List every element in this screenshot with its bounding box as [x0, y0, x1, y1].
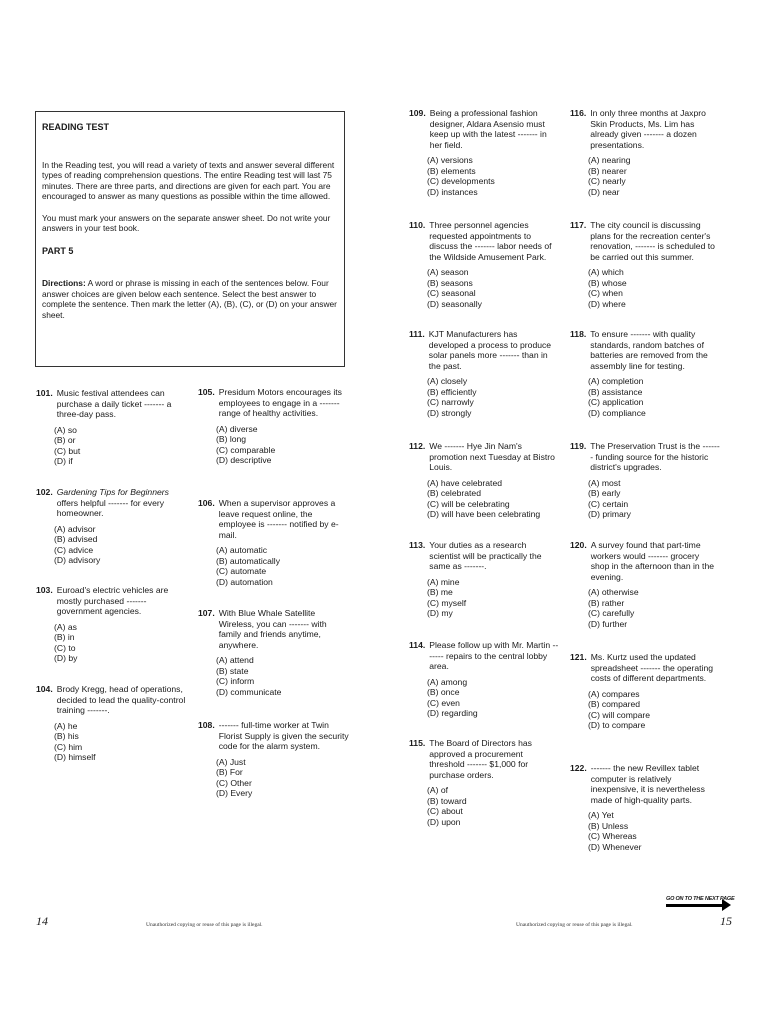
- answer-option: (D) communicate: [216, 686, 282, 697]
- question-text: [426, 108, 559, 150]
- question-text-segment: KJT Manufacturers has developed a process to produce solar panels more ------- than in the past.: [428, 329, 552, 371]
- answer-option: (C) application: [588, 397, 644, 408]
- question-103: [36, 585, 192, 664]
- question-number: 106.: [198, 498, 215, 508]
- question-text-segment: Your duties as a research scientist will be practically the same as -------.: [429, 540, 542, 571]
- answer-option: (B) whose: [588, 277, 627, 288]
- answer-option: (A) Yet: [588, 810, 614, 820]
- reading-test-intro-box: [35, 111, 345, 367]
- answer-option: (B) early: [588, 488, 621, 499]
- answer-option: (A) Just: [216, 756, 246, 767]
- question-number: 102.: [36, 487, 53, 497]
- answer-option: (B) nearer: [588, 165, 627, 176]
- question-number: 116.: [570, 108, 587, 118]
- answer-option: (B) me: [427, 587, 453, 598]
- question-text: [587, 652, 720, 684]
- question-text: [425, 640, 559, 672]
- answer-option: (C) carefully: [588, 608, 635, 619]
- answer-options: [409, 478, 559, 520]
- answer-options: [198, 424, 350, 466]
- question-number: 108.: [198, 720, 215, 730]
- answer-option: (B) toward: [427, 795, 467, 806]
- question-text: [215, 387, 350, 419]
- answer-option: (D) will have been celebrating: [427, 509, 541, 520]
- question-number: 114.: [409, 640, 426, 650]
- answer-option: (D) Whenever: [588, 841, 642, 852]
- question-text-segment: In only three months at Jaxpro Skin Products, Ms. Lim has already given ------- a dozen presentations.: [590, 108, 706, 150]
- answer-option: (A) mine: [427, 576, 460, 587]
- answer-option: (A) so: [54, 424, 77, 435]
- question-text: [425, 540, 559, 572]
- question-111: [409, 329, 559, 418]
- question-text-segment: ------- the new Revillex tablet computer is relatively inexpensive, it is nevertheless made of high-quality parts.: [590, 763, 705, 805]
- question-text: [53, 585, 192, 617]
- question-108: [198, 720, 350, 799]
- question-number: 111.: [409, 329, 425, 339]
- question-number: 104.: [36, 684, 53, 694]
- question-stem: [570, 540, 720, 582]
- answer-option: (D) to compare: [588, 720, 646, 731]
- question-115: [409, 738, 559, 827]
- question-stem: [409, 738, 559, 780]
- answer-option: (D) strongly: [427, 407, 472, 418]
- question-114: [409, 640, 559, 719]
- answer-options: [570, 155, 720, 197]
- question-stem: [198, 387, 350, 419]
- answer-option: (D) automation: [216, 576, 273, 587]
- question-101: [36, 388, 192, 467]
- question-122: [570, 763, 720, 852]
- question-text-segment: To ensure ------- with quality standards, random batches of batteries are removed from the assembly line for testing.: [590, 329, 708, 371]
- question-number: 112.: [409, 441, 426, 451]
- question-text: [53, 684, 192, 716]
- answer-options: [409, 267, 559, 309]
- question-text: [425, 220, 559, 262]
- answer-option: (C) about: [427, 806, 463, 817]
- answer-option: (A) of: [427, 785, 449, 795]
- question-stem: [570, 108, 720, 150]
- page-number-right: 15: [720, 914, 732, 928]
- question-number: 119.: [570, 441, 587, 451]
- answer-options: [570, 810, 720, 852]
- answer-option: (A) advisor: [54, 523, 96, 534]
- answer-option: (B) or: [54, 435, 76, 446]
- question-stem: [198, 720, 350, 752]
- question-105: [198, 387, 350, 466]
- question-stem: [409, 640, 559, 672]
- question-text-segment: The city council is discussing plans for the recreation center's renovation, ------- is scheduled to be carried out this summer.: [590, 220, 715, 262]
- part-heading: PART 5: [42, 245, 74, 256]
- answer-option: (A) completion: [588, 376, 644, 386]
- answer-option: (D) Every: [216, 788, 253, 799]
- answer-options: [36, 721, 192, 763]
- question-text-segment: Brody Kregg, head of operations, decided to lead the quality-control training -------.: [56, 684, 186, 715]
- page-number-left: 14: [36, 914, 48, 928]
- answer-option: (C) certain: [588, 498, 629, 509]
- answer-option: (B) in: [54, 632, 75, 643]
- answer-option: (B) elements: [427, 165, 476, 176]
- question-text: [586, 329, 720, 371]
- answer-option: (B) efficiently: [427, 386, 477, 397]
- question-number: 120.: [570, 540, 587, 550]
- question-text: [586, 220, 720, 262]
- question-110: [409, 220, 559, 309]
- question-text: [53, 487, 192, 519]
- question-stem: [570, 652, 720, 684]
- question-text-segment: Gardening Tips for Beginners: [56, 487, 169, 497]
- answer-option: (A) have celebrated: [427, 477, 502, 488]
- answer-option: (D) upon: [427, 816, 461, 827]
- question-stem: [570, 763, 720, 805]
- question-stem: [409, 220, 559, 262]
- question-text: [587, 763, 720, 805]
- answer-option: (C) when: [588, 288, 623, 299]
- answer-option: (A) attend: [216, 655, 254, 665]
- answer-option: (A) he: [54, 720, 78, 731]
- question-text: [586, 441, 720, 473]
- question-stem: [36, 487, 192, 519]
- answer-option: (C) Other: [216, 777, 252, 788]
- answer-option: (D) compliance: [588, 407, 646, 418]
- answer-option: (D) by: [54, 653, 78, 664]
- answer-option: (D) instances: [427, 186, 478, 197]
- question-text-segment: The Board of Directors has approved a procurement threshold ------- $1,000 for purchase orders.: [429, 738, 532, 780]
- answer-option: (A) season: [427, 267, 469, 277]
- answer-option: (D) where: [588, 298, 626, 309]
- answer-option: (C) but: [54, 445, 81, 456]
- answer-option: (B) state: [216, 665, 249, 676]
- question-number: 121.: [570, 652, 587, 662]
- question-text: [425, 329, 559, 371]
- answer-option: (B) rather: [588, 597, 625, 608]
- question-text-segment: The Preservation Trust is the ------- funding source for the historic district's upgrades.: [590, 441, 720, 472]
- question-text: [215, 498, 350, 540]
- answer-options: [409, 677, 559, 719]
- question-119: [570, 441, 720, 520]
- question-text: [215, 608, 350, 650]
- answer-options: [36, 622, 192, 664]
- answer-option: (C) will compare: [588, 709, 651, 720]
- answer-option: (B) long: [216, 434, 247, 445]
- answer-option: (D) advisory: [54, 555, 101, 566]
- question-stem: [198, 608, 350, 650]
- answer-option: (C) will be celebrating: [427, 498, 510, 509]
- section-title: READING TEST: [42, 122, 110, 132]
- answer-option: (B) Unless: [588, 820, 629, 831]
- answer-option: (A) otherwise: [588, 587, 639, 597]
- question-text-segment: Three personnel agencies requested appointments to discuss the ------- labor needs of the Wildside Amusement Park.: [429, 220, 552, 262]
- question-106: [198, 498, 350, 587]
- answer-option: (B) assistance: [588, 386, 643, 397]
- answer-option: (A) as: [54, 621, 77, 632]
- answer-option: (B) seasons: [427, 277, 473, 288]
- answer-option: (B) celebrated: [427, 488, 481, 499]
- answer-option: (A) automatic: [216, 545, 268, 555]
- answer-option: (A) versions: [427, 155, 473, 165]
- answer-option: (B) advised: [54, 534, 98, 545]
- answer-options: [36, 524, 192, 566]
- question-text-segment: When a supervisor approves a leave request online, the employee is ------- notified by e-mail.: [218, 498, 339, 540]
- answer-option: (D) himself: [54, 752, 96, 763]
- question-text-segment: Presidum Motors encourages its employees to engage in a ------- range of healthy activities.: [218, 387, 342, 418]
- question-text: [586, 108, 720, 150]
- question-102: [36, 487, 192, 566]
- question-117: [570, 220, 720, 309]
- directions: [42, 278, 338, 320]
- answer-option: (A) closely: [427, 376, 468, 386]
- answer-option: (D) if: [54, 456, 73, 467]
- question-120: [570, 540, 720, 629]
- question-stem: [570, 441, 720, 473]
- question-stem: [409, 329, 559, 371]
- answer-options: [198, 655, 350, 697]
- answer-sheet-instructions: You must mark your answers on the separate answer sheet. Do not write your answers in your test book.: [42, 212, 331, 233]
- answer-option: (A) compares: [588, 688, 640, 699]
- question-112: [409, 441, 559, 520]
- answer-option: (A) diverse: [216, 423, 258, 434]
- answer-options: [409, 577, 559, 619]
- question-number: 101.: [36, 388, 53, 398]
- answer-option: (A) nearing: [588, 155, 631, 165]
- question-109: [409, 108, 559, 197]
- answer-option: (C) automate: [216, 566, 267, 577]
- question-number: 103.: [36, 585, 53, 595]
- answer-option: (A) which: [588, 267, 624, 277]
- answer-option: (B) his: [54, 731, 79, 742]
- directions-label: Directions:: [42, 278, 86, 288]
- answer-option: (B) once: [427, 687, 460, 698]
- answer-options: [570, 587, 720, 629]
- question-number: 117.: [570, 220, 587, 230]
- question-stem: [36, 388, 192, 420]
- question-text-segment: Ms. Kurtz used the updated spreadsheet ------- the operating costs of different departments.: [590, 652, 714, 683]
- answer-option: (C) even: [427, 697, 460, 708]
- intro-paragraph: In the Reading test, you will read a variety of texts and answer several different types of reading comprehension questions. The entire Reading test will last 75 minutes. There are three parts, and directions are given for each part. You are encouraged to answer as many questions as possible within the time allowed.: [42, 159, 335, 201]
- answer-options: [198, 757, 350, 799]
- arrow-head-icon: [722, 899, 731, 911]
- answer-options: [36, 425, 192, 467]
- question-text-segment: ------- full-time worker at Twin Florist Supply is given the security code for the alarm system.: [218, 720, 349, 751]
- question-text-segment: offers helpful ------- for every homeowner.: [56, 497, 165, 518]
- question-number: 109.: [409, 108, 426, 118]
- answer-options: [409, 785, 559, 827]
- question-stem: [36, 585, 192, 617]
- answer-option: (C) developments: [427, 176, 495, 187]
- question-text-segment: Euroad's electric vehicles are mostly purchased ------- government agencies.: [56, 585, 169, 616]
- question-text: [425, 738, 559, 780]
- answer-options: [409, 155, 559, 197]
- right-arrow-icon: [666, 904, 724, 907]
- answer-option: (D) further: [588, 618, 628, 629]
- question-number: 107.: [198, 608, 215, 618]
- question-stem: [36, 684, 192, 716]
- question-text-segment: Please follow up with Mr. Martin ------- repairs to the central lobby area.: [429, 640, 559, 671]
- answer-option: (A) most: [588, 477, 621, 488]
- answer-option: (C) Whereas: [588, 831, 637, 842]
- answer-option: (C) nearly: [588, 176, 626, 187]
- question-text: [587, 540, 720, 582]
- question-text: [425, 441, 559, 473]
- question-text-segment: Being a professional fashion designer, Aldara Asensio must keep up with the latest ------- in her field.: [429, 108, 547, 150]
- answer-option: (C) narrowly: [427, 397, 474, 408]
- directions-text: A word or phrase is missing in each of the sentences below. Four answer choices are given below each sentence. Select the best answer to complete the sentence. Then mark the letter (A), (B), (C), or (D) on your answer sheet.: [42, 278, 337, 320]
- question-107: [198, 608, 350, 697]
- question-text-segment: A survey found that part-time workers would ------- grocery shop in the afternoon than in the evening.: [590, 540, 715, 582]
- answer-option: (A) among: [427, 676, 468, 687]
- question-121: [570, 652, 720, 731]
- question-stem: [198, 498, 350, 540]
- answer-option: (C) myself: [427, 597, 467, 608]
- answer-option: (C) seasonal: [427, 288, 476, 299]
- go-on-indicator: [666, 896, 735, 914]
- question-text-segment: Music festival attendees can purchase a daily ticket ------- a three-day pass.: [56, 388, 172, 419]
- question-116: [570, 108, 720, 197]
- question-number: 115.: [409, 738, 426, 748]
- answer-options: [570, 689, 720, 731]
- answer-option: (D) seasonally: [427, 298, 482, 309]
- answer-option: (C) him: [54, 741, 83, 752]
- question-text-segment: We ------- Hye Jin Nam's promotion next Tuesday at Bistro Louis.: [429, 441, 555, 472]
- answer-options: [570, 376, 720, 418]
- copyright-note-right: Unauthorized copying or reuse of this page is illegal.: [516, 922, 633, 928]
- answer-option: (B) compared: [588, 699, 641, 710]
- question-104: [36, 684, 192, 763]
- copyright-note-left: Unauthorized copying or reuse of this page is illegal.: [146, 922, 263, 928]
- answer-option: (D) descriptive: [216, 455, 272, 466]
- answer-options: [198, 545, 350, 587]
- answer-option: (D) my: [427, 608, 453, 619]
- question-text-segment: With Blue Whale Satellite Wireless, you can ------- with family and friends anytime, anywhere.: [218, 608, 327, 650]
- question-stem: [409, 108, 559, 150]
- answer-option: (D) regarding: [427, 708, 478, 719]
- answer-options: [570, 478, 720, 520]
- question-stem: [570, 329, 720, 371]
- go-on-label: GO ON TO THE NEXT PAGE: [666, 896, 735, 902]
- question-text: [53, 388, 192, 420]
- answer-option: (B) automatically: [216, 555, 280, 566]
- question-number: 105.: [198, 387, 215, 397]
- answer-option: (B) For: [216, 767, 243, 778]
- question-118: [570, 329, 720, 418]
- answer-options: [409, 376, 559, 418]
- answer-option: (C) comparable: [216, 444, 276, 455]
- question-text: [215, 720, 350, 752]
- answer-option: (C) to: [54, 642, 76, 653]
- answer-option: (D) primary: [588, 509, 631, 520]
- answer-options: [570, 267, 720, 309]
- question-number: 122.: [570, 763, 587, 773]
- answer-option: (C) inform: [216, 676, 255, 687]
- question-number: 113.: [409, 540, 426, 550]
- answer-option: (C) advice: [54, 544, 94, 555]
- question-stem: [409, 441, 559, 473]
- question-stem: [409, 540, 559, 572]
- question-number: 118.: [570, 329, 587, 339]
- question-113: [409, 540, 559, 619]
- question-stem: [570, 220, 720, 262]
- question-number: 110.: [409, 220, 426, 230]
- answer-option: (D) near: [588, 186, 620, 197]
